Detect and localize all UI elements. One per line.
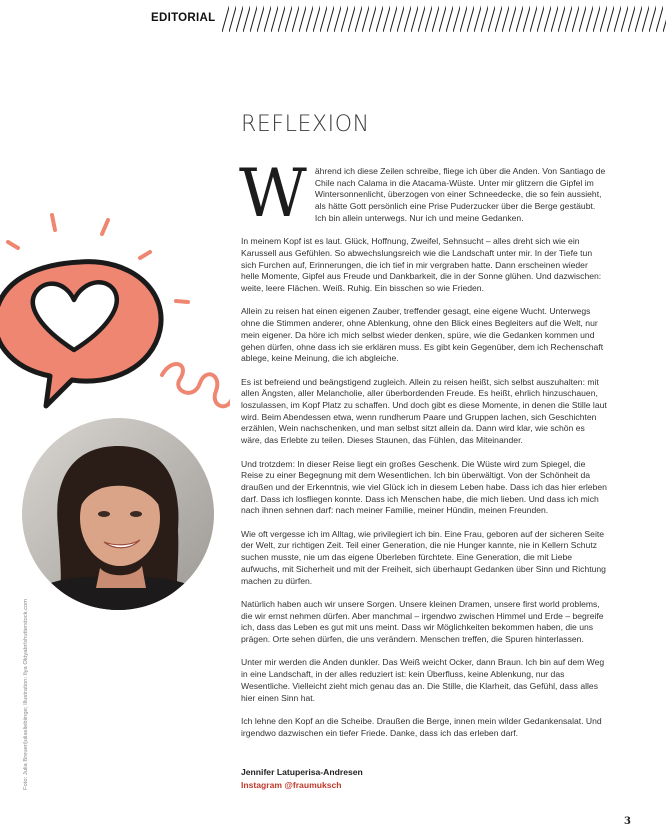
author-name: Jennifer Latuperisa-Andresen: [241, 767, 363, 777]
author-portrait-photo: [22, 418, 214, 610]
header-hatch-pattern: [222, 0, 666, 32]
article-title: REFLEXION: [241, 112, 370, 137]
paragraph-text: ährend ich diese Zeilen schreibe, fliege ich über die Anden. Von Santiago de Chile nach Calama in die Atacama-Wüste. Unter mir glitzern die Gipfel im Wintersonnenlicht, überzogen von einer Schneedecke, die so fein aussieht, als hätte Gott persönlich eine Prise Puderzucker über die Berge gestäubt. Ich bin allein unterwegs. Nur ich und meine Gedanken.: [314, 166, 606, 223]
section-label: EDITORIAL: [151, 12, 216, 24]
instagram-handle[interactable]: Instagram @fraumuksch: [241, 780, 342, 790]
paragraph: Allein zu reisen hat einen eigenen Zauber, treffender gesagt, eine eigene Wucht. Unterwegs ohne die Stimmen anderer, ohne Ablenkung, ohne den Blick eines Begleiters auf die Welt, nur mein eigener. Da höre ich mich selbst wieder denken, spüre, wie die Gedanken kommen und gehen dürfen, ohne dass ich sie erklären muss. Es gibt kein Gegenüber, dem ich Rechenschaft ablege, keine Meinung, die ich abgleiche.: [241, 306, 604, 364]
drop-cap: W: [239, 155, 307, 232]
paragraph: Und trotzdem: In dieser Reise liegt ein großes Geschenk. Die Wüste wird zum Spiegel, die Reise zu einer Begegnung mit dem Wesentlichen. Ich bin überwältigt. Von der Schönheit da draußen und der Erkenntnis, wie viel Glück ich in diesem Leben habe. Dass ich das hier erleben darf. Dass ich losfliegen konnte. Dass ich Menschen habe, die mich lieben. Und dass ich mich nach ihnen sehnen darf: nach meiner Familie, meiner Hündin, meinen Freunden.: [241, 458, 607, 516]
article-body: [239, 155, 607, 751]
heart-speech-bubble-illustration: [0, 210, 230, 430]
paragraph: Natürlich haben auch wir unsere Sorgen. Unsere kleinen Dramen, unsere first world problems, die wir ernst nehmen dürfen. Aber manchmal – irgendwo zwischen Himmel und Erde – begreife ich, dass das Leben es gut mit uns meint. Dass wir Möglichkeiten bekommen haben, die uns prägen. Orte sehen dürfen, die uns verändern. Menschen treffen, die Spuren hinterlassen.: [241, 598, 604, 645]
paragraph: [239, 155, 607, 232]
paragraph: Wie oft vergesse ich im Alltag, wie privilegiert ich bin. Eine Frau, geboren auf der sicheren Seite der Welt, zur richtigen Zeit. Teil einer Generation, die nie Hunger kannte, nie in Kellern Schutz suchen musste, nie um das eigene Überleben fürchtete. Eine Generation, die mit Liebe aufwuchs, mit Sicherheit und mit der Freiheit, sich überhaupt Gedanken über Sinn und Richtung machen zu dürfen.: [241, 528, 606, 586]
paragraph: Ich lehne den Kopf an die Scheibe. Draußen die Berge, innen mein wilder Gedankensalat. Und irgendwo dazwischen ein tiefer Friede. Danke, dass ich das erleben darf.: [241, 715, 602, 738]
page-number: 3: [624, 816, 631, 827]
photo-credit: Foto: Julia Breuer/juliasliebiinge; Illustration: Ilya Oktyabr/shutterstock.com: [23, 598, 29, 790]
paragraph: Es ist befreiend und beängstigend zugleich. Allein zu reisen heißt, sich selbst auszuhalten: mit allen Ängsten, aller Melancholie, aller überbordenden Freude. Es heißt, ehrlich hinzuschauen, loszulassen, im Kopf Platz zu schaffen. Und doch gibt es diese Momente, in denen die Stille laut wird. Beim Abendessen etwa, wenn rundherum Paare und Gruppen lachen, sich Geschichten erzählen, Wein nachschenken, und man selbst sitzt allein da. Dann wird klar, wie schön es wäre, das Erlebte zu teilen. Dieses Staunen, das Fühlen, das Miteinander.: [241, 376, 607, 446]
paragraph: Unter mir werden die Anden dunkler. Das Weiß weicht Ocker, dann Braun. Ich bin auf dem Weg in eine Landschaft, in der alles reduziert ist: kein Überfluss, keine Ablenkung, nur das Wesentliche. Vielleicht zieht mich genau das an. Die Stille, die Klarheit, das Gefühl, dass alles hier einen Sinn hat.: [241, 657, 605, 703]
paragraph: In meinem Kopf ist es laut. Glück, Hoffnung, Zweifel, Sehnsucht – alles dreht sich wie ein Karussell aus Gefühlen. So abwechslungsreich wie die Landschaft unter mir. In der Tiefe tun sich Furchen auf, Erinnerungen, die ich tief in mir vergraben hatte. Dann erscheinen wieder helle Momente, Gipfel aus Freude und Dankbarkeit, die in der Sonne glühen. Und dazwischen: weite, leere Flächen. Weiß. Ruhig. Ein bisschen so wie Frieden.: [241, 236, 602, 294]
